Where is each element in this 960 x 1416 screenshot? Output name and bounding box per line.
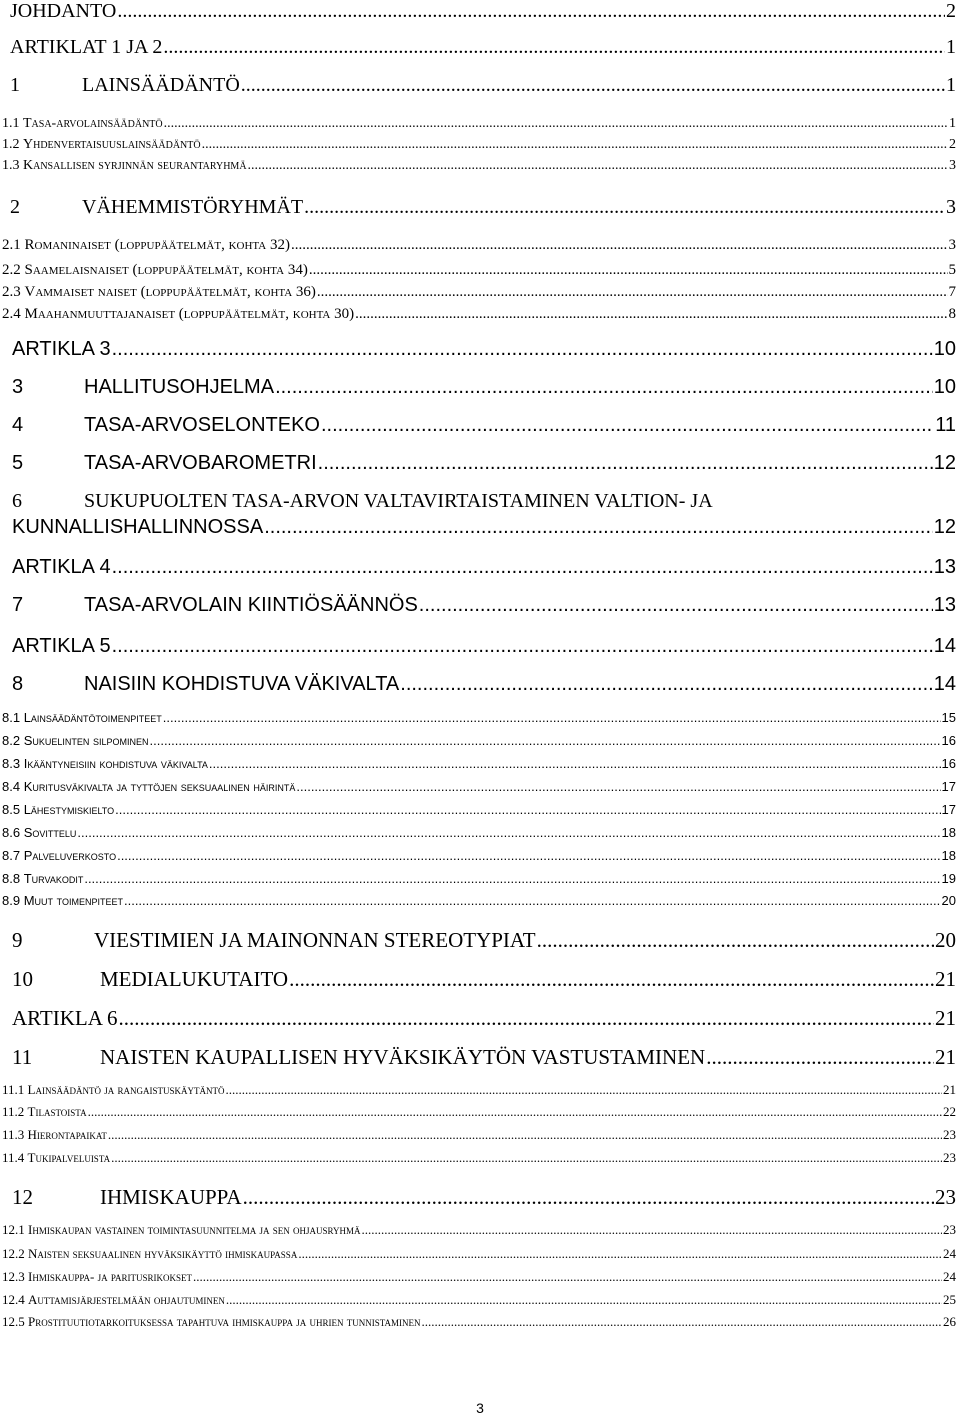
leader-dots: [264, 516, 933, 539]
toc-entry-label: Sovittelu: [23, 825, 77, 840]
leader-dots: [304, 196, 945, 219]
leader-dots: [248, 158, 948, 174]
toc-entry-label: HALLITUSOHJELMA: [84, 376, 275, 398]
toc-entry-number: 11.1: [2, 1082, 25, 1097]
leader-dots: [115, 802, 940, 817]
page-number: 3: [476, 1400, 484, 1416]
toc-entry-page: 1: [946, 74, 956, 96]
toc-entry-page: 15: [941, 710, 956, 725]
toc-entry-number: 9: [12, 928, 23, 952]
leader-dots: [419, 594, 933, 617]
toc-entry-number: 1: [10, 74, 20, 96]
toc-entry-page: 2: [946, 0, 956, 22]
leader-dots: [291, 237, 948, 254]
toc-entry-page: 20: [935, 928, 956, 952]
toc-entry-page: 23: [943, 1150, 956, 1165]
leader-dots: [422, 1314, 942, 1330]
toc-entry-label: TASA-ARVOBAROMETRI: [84, 452, 317, 474]
toc-entry-number: 8.2: [2, 733, 21, 748]
toc-entry-page: 2: [949, 137, 956, 152]
toc-entry-label: Lainsäädäntötoimenpiteet: [23, 710, 162, 725]
toc-entry-label: Vammaiset naiset (loppupäätelmät, kohta 36): [24, 284, 316, 300]
toc-entry-page: 19: [941, 871, 956, 886]
toc-entry-page: 17: [941, 779, 956, 794]
toc-entry-number: 4: [12, 414, 24, 436]
toc-entry-label: NAISTEN KAUPALLISEN HYVÄKSIKÄYTÖN VASTUSTAMINEN: [100, 1045, 706, 1069]
toc-entry-page: 14: [933, 635, 956, 657]
toc-entry-label: Palveluverkosto: [23, 848, 117, 863]
leader-dots: [355, 306, 947, 323]
toc-entry-page: 20: [941, 893, 956, 908]
leader-dots: [289, 967, 934, 992]
leader-dots: [209, 756, 941, 771]
toc-entry[interactable]: [0, 490, 960, 546]
toc-entry-number: 11.3: [2, 1127, 25, 1142]
toc-entry-number: 12.2: [2, 1246, 25, 1261]
toc-entry-label: Sukuelinten silpominen: [23, 733, 149, 748]
toc-entry-number: 3: [12, 376, 24, 398]
leader-dots: [202, 137, 948, 153]
leader-dots: [88, 1104, 942, 1120]
leader-dots: [298, 1246, 942, 1262]
leader-dots: [164, 116, 948, 132]
toc-entry-page: 23: [935, 1185, 956, 1209]
toc-entry-label: Kuritusväkivalta ja tyttöjen seksuaalinen häirintä: [23, 779, 296, 794]
toc-entry-label-line1: SUKUPUOLTEN TASA-ARVON VALTAVIRTAISTAMINEN VALTION- JA: [84, 490, 713, 512]
toc-entry-label: ARTIKLA 4: [12, 556, 111, 578]
toc-entry-page: 3: [949, 158, 956, 173]
toc-entry-page: 21: [935, 1045, 956, 1069]
leader-dots: [318, 452, 933, 475]
toc-entry-number: 2.3: [2, 284, 21, 300]
leader-dots: [362, 1222, 943, 1238]
toc-entry-number: 2.1: [2, 237, 21, 253]
toc-entry-page: 18: [941, 825, 956, 840]
toc-entry-label: Muut toimenpiteet: [23, 893, 123, 908]
toc-entry-label: LAINSÄÄDÄNTÖ: [82, 74, 240, 96]
toc-entry-number: 8.8: [2, 871, 21, 886]
toc-entry-number: 11: [12, 1045, 33, 1069]
leader-dots: [112, 338, 933, 361]
toc-entry-number: 2.4: [2, 306, 21, 322]
leader-dots: [117, 0, 945, 23]
toc-entry-page: 18: [941, 848, 956, 863]
toc-entry-label: Hierontapaikat: [27, 1127, 107, 1142]
toc-entry-number: 2: [10, 196, 20, 218]
toc-entry-page: 23: [943, 1127, 956, 1142]
toc-entry-number: 7: [12, 594, 24, 616]
toc-entry-label: Naisten seksuaalinen hyväksikäyttö ihmiskaupassa: [28, 1246, 298, 1261]
toc-entry-page: 12: [933, 516, 956, 538]
toc-entry-label: VIESTIMIEN JA MAINONNAN STEREOTYPIAT: [94, 928, 536, 952]
toc-entry-page: 5: [948, 262, 956, 278]
toc-entry-number: 6: [12, 490, 22, 512]
leader-dots: [108, 1127, 942, 1143]
toc-entry-label: JOHDANTO: [10, 0, 117, 22]
toc-entry-number: 12.1: [2, 1222, 25, 1237]
toc-entry-page: 12: [933, 452, 956, 474]
toc-entry-label-line2: KUNNALLISHALLINNOSSA: [12, 516, 264, 538]
leader-dots: [400, 673, 932, 696]
toc-entry-number: 1.1: [2, 116, 20, 131]
toc-entry-number: 11.4: [2, 1150, 25, 1165]
toc-entry-number: 8.7: [2, 848, 21, 863]
toc-entry-number: 8.3: [2, 756, 21, 771]
toc-entry-label: Turvakodit: [23, 871, 84, 886]
toc-entry-label: Ihmiskauppa- ja paritusrikokset: [28, 1269, 193, 1284]
toc-entry-label: Ikääntyneisiin kohdistuva väkivalta: [23, 756, 208, 771]
leader-dots: [317, 284, 948, 301]
toc-entry-page: 17: [941, 802, 956, 817]
toc-entry-label: Yhdenvertaisuuslainsäädäntö: [23, 137, 201, 152]
leader-dots: [124, 893, 941, 908]
toc-entry-number: 12: [12, 1185, 33, 1209]
leader-dots: [193, 1269, 942, 1285]
toc-entry-label: NAISIIN KOHDISTUVA VÄKIVALTA: [84, 673, 400, 695]
toc-entry-label: Tilastoista: [27, 1104, 87, 1119]
toc-entry-label: Maahanmuuttajanaiset (loppupäätelmät, kohta 30): [24, 306, 355, 322]
leader-dots: [706, 1045, 934, 1070]
toc-entry-label: TASA-ARVOLAIN KIINTIÖSÄÄNNÖS: [84, 594, 418, 616]
toc-entry-number: 12.3: [2, 1269, 25, 1284]
leader-dots: [275, 376, 933, 399]
toc-entry-label: Kansallisen syrjinnän seurantaryhmä: [23, 158, 247, 173]
toc-entry-page: 16: [941, 733, 956, 748]
toc-entry-label: Prostituutiotarkoituksessa tapahtuva ihmiskauppa ja uhrien tunnistaminen: [28, 1314, 421, 1329]
leader-dots: [163, 36, 945, 59]
leader-dots: [163, 710, 941, 725]
leader-dots: [118, 1006, 934, 1031]
toc-entry-number: 5: [12, 452, 24, 474]
toc-entry-page: 16: [941, 756, 956, 771]
toc-entry-page: 13: [933, 594, 956, 616]
toc-entry-page: 1: [946, 36, 956, 58]
leader-dots: [309, 262, 948, 279]
toc-entry-page: 22: [943, 1104, 956, 1119]
leader-dots: [112, 556, 933, 579]
toc-entry-page: 3: [948, 237, 956, 253]
toc-entry-label: Tukipalveluista: [27, 1150, 111, 1165]
toc-entry-page: 21: [935, 967, 956, 991]
toc-entry-number: 12.5: [2, 1314, 25, 1329]
toc-entry-label: Lainsäädäntö ja rangaistuskäytäntö: [27, 1082, 225, 1097]
leader-dots: [117, 848, 940, 863]
leader-dots: [296, 779, 940, 794]
toc-entry-label: Tasa-arvolainsäädäntö: [23, 116, 163, 131]
toc-entry-page: 10: [933, 338, 956, 360]
leader-dots: [77, 825, 940, 840]
leader-dots: [111, 1150, 942, 1166]
leader-dots: [537, 928, 934, 953]
toc-entry-number: 2.2: [2, 262, 21, 278]
toc-entry-label: IHMISKAUPPA: [100, 1185, 242, 1209]
toc-entry-page: 1: [949, 116, 956, 131]
toc-entry-label: ARTIKLA 5: [12, 635, 111, 657]
toc-entry-label: ARTIKLA 6: [12, 1006, 118, 1030]
toc-entry-number: 8: [12, 673, 24, 695]
toc-entry-label: ARTIKLA 3: [12, 338, 111, 360]
toc-entry-label: Saamelaisnaiset (loppupäätelmät, kohta 34): [24, 262, 308, 278]
toc-entry-number: 11.2: [2, 1104, 25, 1119]
toc-entry-number: 8.6: [2, 825, 21, 840]
leader-dots: [225, 1082, 942, 1098]
leader-dots: [226, 1292, 942, 1308]
toc-entry-label: Auttamisjärjestelmään ohjautuminen: [28, 1292, 225, 1307]
toc-entry-label: VÄHEMMISTÖRYHMÄT: [82, 196, 304, 218]
toc-entry-page: 24: [943, 1246, 956, 1261]
toc-entry-number: 1.2: [2, 137, 20, 152]
toc-entry-page: 7: [948, 284, 956, 300]
toc-entry-label: Ihmiskaupan vastainen toimintasuunnitelma ja sen ohjausryhmä: [28, 1222, 361, 1237]
toc-entry-page: 3: [946, 196, 956, 218]
toc-entry-label: MEDIALUKUTAITO: [100, 967, 289, 991]
toc-entry-page: 11: [935, 414, 956, 436]
toc-entry-page: 26: [943, 1314, 956, 1329]
toc-entry-number: 1.3: [2, 158, 20, 173]
toc-entry-page: 21: [935, 1006, 956, 1030]
toc-entry-number: 8.1: [2, 710, 21, 725]
leader-dots: [241, 74, 945, 97]
toc-entry-number: 8.9: [2, 893, 21, 908]
toc-entry-label: TASA-ARVOSELONTEKO: [84, 414, 320, 436]
toc-entry-label: Lähestymiskielto: [23, 802, 115, 817]
toc-entry-page: 25: [943, 1292, 956, 1307]
toc-entry-page: 14: [933, 673, 956, 695]
toc-entry-number: 10: [12, 967, 33, 991]
toc-entry-page: 10: [933, 376, 956, 398]
toc-entry-page: 8: [948, 306, 956, 322]
leader-dots: [321, 414, 934, 437]
leader-dots: [112, 635, 933, 658]
toc-entry-number: 12.4: [2, 1292, 25, 1307]
toc-entry-page: 13: [933, 556, 956, 578]
toc-entry-number: 8.5: [2, 802, 21, 817]
toc-entry-number: 8.4: [2, 779, 21, 794]
toc-entry-label: Romaninaiset (loppupäätelmät, kohta 32): [24, 237, 290, 253]
leader-dots: [150, 733, 941, 748]
toc-entry-page: 24: [943, 1269, 956, 1284]
toc-entry-page: 23: [943, 1222, 956, 1237]
leader-dots: [243, 1185, 934, 1210]
toc-entry-label: ARTIKLAT 1 JA 2: [10, 36, 163, 58]
leader-dots: [84, 871, 940, 886]
toc-entry-page: 21: [943, 1082, 956, 1097]
